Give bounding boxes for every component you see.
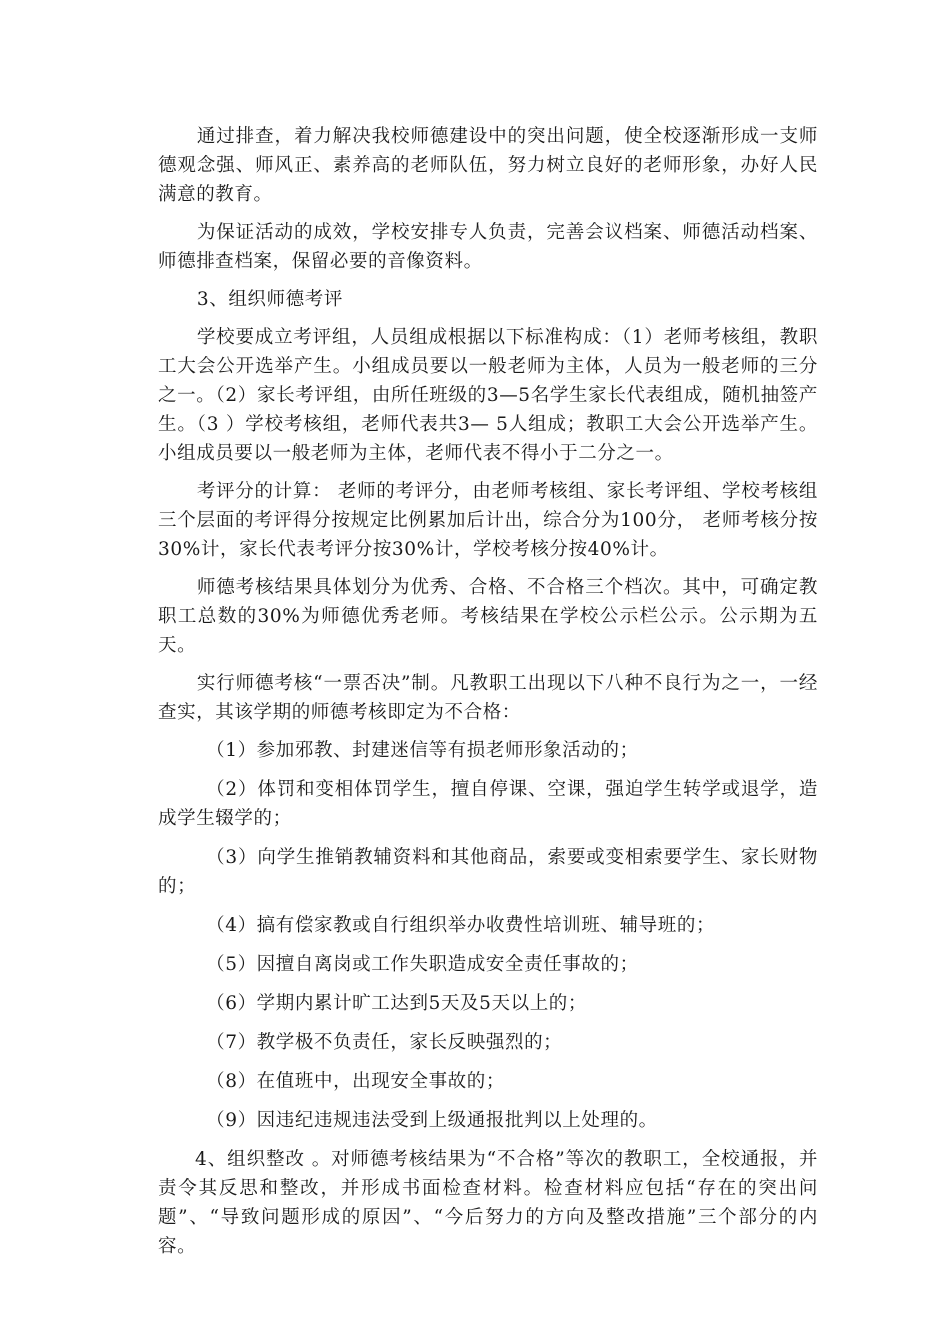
list-item: （2）体罚和变相体罚学生，擅自停课、空课，强迫学生转学或退学，造成学生辍学的； <box>158 779 818 829</box>
list-item: （9）因违纪违规违法受到上级通报批判以上处理的。 <box>206 1110 658 1131</box>
document-body <box>158 122 818 1270</box>
paragraph-evaluation-groups: 学校要成立考评组，人员组成根据以下标准构成：（1）老师考核组，教职工大会公开选举产生。小组成员要以一般老师为主体，人员为一般老师的三分之一。（2）家长考评组，由所任班级的3—5名学生家长代表组成，随机抽签产生。（3 ）学校考核组，老师代表共3— 5人组成；教职工大会公开选举产生。小组成员要以一般老师为主体，老师代表不得小于二分之一。 <box>158 327 818 464</box>
list-item: （8）在值班中，出现安全事故的； <box>206 1071 505 1092</box>
list-item: （5）因擅自离岗或工作失职造成安全责任事故的； <box>206 954 639 975</box>
paragraph-investigation-goal: 通过排查，着力解决我校师德建设中的突出问题，使全校逐渐形成一支师德观念强、师风正、素养高的老师队伍，努力树立良好的老师形象，办好人民满意的教育。 <box>158 126 818 205</box>
paragraph-result-grades: 师德考核结果具体划分为优秀、合格、不合格三个档次。其中，可确定教职工总数的30%为师德优秀老师。考核结果在学校公示栏公示。公示期为五天。 <box>158 577 818 656</box>
list-item: （6）学期内累计旷工达到5天及5天以上的； <box>206 993 588 1014</box>
paragraph-rectification: 4、组织整改 。对师德考核结果为“不合格”等次的教职工，全校通报，并责令其反思和整改，并形成书面检查材料。检查材料应包括“存在的突出问题”、“导致问题形成的原因”、“今后努力的方向及整改措施”三个部分的内容。 <box>158 1149 818 1257</box>
paragraph-activity-records: 为保证活动的成效，学校安排专人负责，完善会议档案、师德活动档案、师德排查档案，保留必要的音像资料。 <box>158 222 818 272</box>
section-heading-evaluation: 3、组织师德考评 <box>196 289 343 310</box>
paragraph-score-calculation: 考评分的计算： 老师的考评分，由老师考核组、家长考评组、学校考核组三个层面的考评得分按规定比例累加后计出，综合分为100分， 老师考核分按30%计，家长代表考评分按30%计，学校考核分按40%计。 <box>158 481 818 560</box>
paragraph-one-vote-veto: 实行师德考核“一票否决”制。凡教职工出现以下八种不良行为之一，一经查实，其该学期的师德考核即定为不合格： <box>158 673 818 723</box>
list-item: （1）参加邪教、封建迷信等有损老师形象活动的； <box>206 740 639 761</box>
list-item: （4）搞有偿家教或自行组织举办收费性培训班、辅导班的； <box>206 915 716 936</box>
list-item: （3）向学生推销教辅资料和其他商品，索要或变相索要学生、家长财物的； <box>158 847 818 897</box>
list-item: （7）教学极不负责任，家长反映强烈的； <box>206 1032 563 1053</box>
